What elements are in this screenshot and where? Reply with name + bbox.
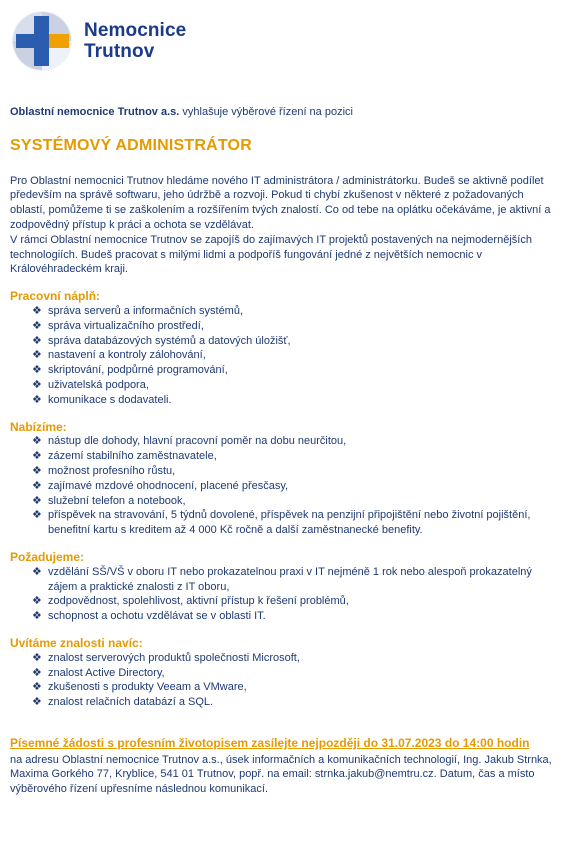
list-item: ❖ skriptování, podpůrné programování, xyxy=(32,364,228,377)
diamond-bullet-icon: ❖ xyxy=(32,378,42,391)
diamond-bullet-icon: ❖ xyxy=(32,565,42,578)
hospital-cross-icon xyxy=(10,10,74,72)
list-item: ❖ příspěvek na stravování, 5 týdnů dovolené, příspěvek na penzijní připojištění nebo životní pojištění, benefitní kartu s kreditem až 4 000 Kč ročně a další zaměstnanecké benefity. xyxy=(32,509,531,537)
diamond-bullet-icon: ❖ xyxy=(32,319,42,332)
list-item: ❖ zajímavé mzdové ohodnocení, placené přesčasy, xyxy=(32,479,289,492)
diamond-bullet-icon: ❖ xyxy=(32,364,42,377)
job-posting xyxy=(10,105,562,797)
list-item: ❖ zkušenosti s produkty Veeam a VMware, xyxy=(32,681,247,694)
list-item: ❖ zodpovědnost, spolehlivost, aktivní přístup k řešení problémů, xyxy=(32,595,349,608)
contact-address: na adresu Oblastní nemocnice Trutnov a.s., úsek informačních a komunikačních technologií, Ing. Jakub Strnka, Maxima Gorkého 77, Kryblice, 541 01 Trutnov, popř. na email: strnka.jakub@nemtru.cz. Datum, čas a místo výběrového řízení upřesníme následnou komunikací. xyxy=(10,753,552,796)
intro-line xyxy=(10,105,562,120)
section-heading: Uvítáme znalosti navíc: xyxy=(10,635,143,650)
diamond-bullet-icon: ❖ xyxy=(32,334,42,347)
section-bonus-skills xyxy=(10,636,562,710)
list-item: ❖ komunikace s dodavateli. xyxy=(32,393,172,406)
diamond-bullet-icon: ❖ xyxy=(32,304,42,317)
job-title: SYSTÉMOVÝ ADMINISTRÁTOR xyxy=(10,136,252,154)
list-item: ❖ znalost relačních databází a SQL. xyxy=(32,696,214,709)
duties-list xyxy=(10,304,562,408)
hospital-logo xyxy=(10,10,186,72)
diamond-bullet-icon: ❖ xyxy=(32,666,42,679)
bonus-skills-list xyxy=(10,651,562,710)
list-item: ❖ znalost Active Directory, xyxy=(32,666,165,679)
list-item: ❖ nástup dle dohody, hlavní pracovní poměr na dobu neurčitou, xyxy=(32,435,347,448)
list-item: ❖ služební telefon a notebook, xyxy=(32,494,186,507)
diamond-bullet-icon: ❖ xyxy=(32,494,42,507)
logo-line-2: Trutnov xyxy=(84,41,155,62)
list-item: ❖ správa virtualizačního prostředí, xyxy=(32,319,204,332)
diamond-bullet-icon: ❖ xyxy=(32,479,42,492)
organization-name: Oblastní nemocnice Trutnov a.s. xyxy=(10,106,180,118)
diamond-bullet-icon: ❖ xyxy=(32,393,42,406)
diamond-bullet-icon: ❖ xyxy=(32,464,42,477)
diamond-bullet-icon: ❖ xyxy=(32,610,42,623)
section-heading: Nabízíme: xyxy=(10,419,67,434)
requirements-list xyxy=(10,565,562,624)
list-item: ❖ zázemí stabilního zaměstnavatele, xyxy=(32,450,217,463)
logo-line-1: Nemocnice xyxy=(84,20,187,41)
list-item: ❖ možnost profesního růstu, xyxy=(32,464,176,477)
logo-wordmark xyxy=(84,20,186,62)
section-heading: Požadujeme: xyxy=(10,549,85,564)
list-item: ❖ vzdělání SŠ/VŠ v oboru IT nebo prokazatelnou praxi v IT nejméně 1 rok nebo alespoň prokazatelný zájem a praktické znalosti z IT oboru, xyxy=(32,565,532,593)
description-paragraph-2: V rámci Oblastní nemocnice Trutnov se zapojíš do zajímavých IT projektů postavených na nejmodernějších technologiích. Budeš pracovat s milými lidmi a podpoříš fungování jedné z největších nemocnic v Královéhradeckém kraji. xyxy=(10,233,532,276)
section-heading: Pracovní náplň: xyxy=(10,289,101,304)
list-item: ❖ správa serverů a informačních systémů, xyxy=(32,304,244,317)
description-paragraph-1: Pro Oblastní nemocnici Trutnov hledáme nového IT administrátora / administrátorku. Budeš se aktivně podílet především na správě softwaru, jeho údržbě a rozvoji. Pokud ti chybí zkušenost v některé z požadovaných oblastí, pomůžeme ti se zaškolením a rozšířením tvých znalostí. Co od tebe na oplátku očekáváme, je aktivní a zodpovědný přístup k práci a ochota se vzdělávat. xyxy=(10,174,551,231)
list-item: ❖ znalost serverových produktů společnosti Microsoft, xyxy=(32,651,300,664)
diamond-bullet-icon: ❖ xyxy=(32,509,42,522)
diamond-bullet-icon: ❖ xyxy=(32,595,42,608)
list-item: ❖ správa databázových systémů a datových úložišť, xyxy=(32,334,291,347)
list-item: ❖ nastavení a kontroly zálohování, xyxy=(32,349,206,362)
section-duties xyxy=(10,289,562,407)
list-item: ❖ schopnost a ochotu vzdělávat se v oblasti IT. xyxy=(32,610,266,623)
diamond-bullet-icon: ❖ xyxy=(32,681,42,694)
diamond-bullet-icon: ❖ xyxy=(32,349,42,362)
diamond-bullet-icon: ❖ xyxy=(32,651,42,664)
intro-text: vyhlašuje výběrové řízení na pozici xyxy=(179,106,353,118)
diamond-bullet-icon: ❖ xyxy=(32,435,42,448)
diamond-bullet-icon: ❖ xyxy=(32,696,42,709)
section-offer xyxy=(10,420,562,538)
application-deadline: Písemné žádosti s profesním životopisem zasílejte nejpozději do 31.07.2023 do 14:00 hodin xyxy=(10,735,530,750)
diamond-bullet-icon: ❖ xyxy=(32,450,42,463)
list-item: ❖ uživatelská podpora, xyxy=(32,378,149,391)
offer-list xyxy=(10,434,562,538)
section-requirements xyxy=(10,550,562,624)
